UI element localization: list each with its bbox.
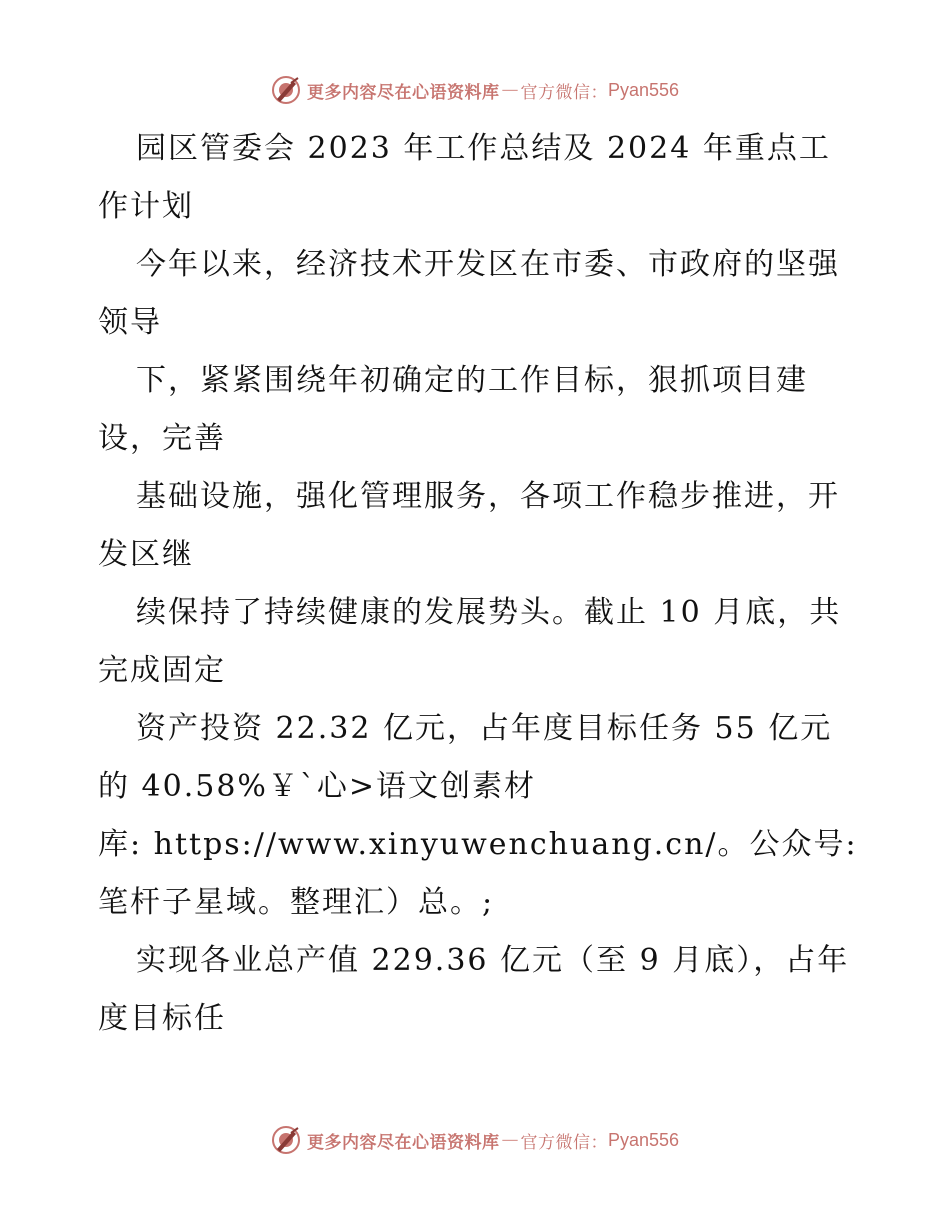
header-banner xyxy=(0,70,950,110)
paragraph: 下，紧紧围绕年初确定的工作目标，狠抓项目建设，完善 xyxy=(98,363,808,456)
paragraph: 资产投资 22.32 亿元，占年度目标任务 55 亿元的 40.58%￥`心>语文创素材 xyxy=(98,711,833,804)
document-title: 园区管委会 2023 年工作总结及 2024 年重点工作计划 xyxy=(98,131,831,224)
paragraph: 库: https://www.xinyuwenchuang.cn/。公众号:笔杆子星域。整理汇）总。; xyxy=(98,827,858,920)
footer-banner xyxy=(0,1120,950,1160)
quill-pen-seal-icon xyxy=(271,1125,301,1155)
footer-wechat-label: 官方微信： xyxy=(520,1132,608,1153)
header-brand-text: 更多内容尽在心语资料库 xyxy=(306,82,500,103)
paragraph: 实现各业总产值 229.36 亿元（至 9 月底），占年度目标任 xyxy=(98,943,850,1036)
footer-separator: — xyxy=(501,1130,519,1150)
paragraph: 今年以来，经济技术开发区在市委、市政府的坚强领导 xyxy=(98,247,840,340)
header-separator: — xyxy=(501,80,519,100)
paragraph: 续保持了持续健康的发展势头。截止 10 月底，共完成固定 xyxy=(98,595,842,688)
header-wechat-label: 官方微信： xyxy=(520,82,608,103)
paragraph: 基础设施，强化管理服务，各项工作稳步推进，开发区继 xyxy=(98,479,840,572)
footer-brand-text: 更多内容尽在心语资料库 xyxy=(306,1132,500,1153)
document-body xyxy=(98,120,858,1048)
footer-wechat-id: Pyan556 xyxy=(607,1129,680,1150)
quill-pen-seal-icon xyxy=(271,75,301,105)
header-wechat-id: Pyan556 xyxy=(607,79,680,100)
